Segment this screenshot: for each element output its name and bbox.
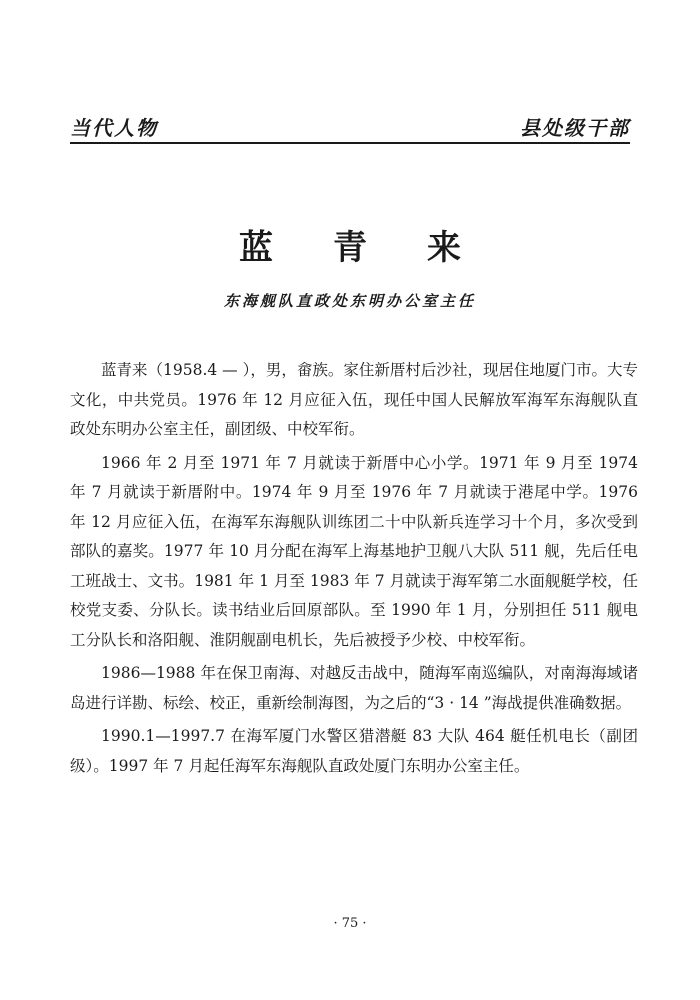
paragraph-1: 蓝青来（1958.4 — ），男，畲族。家住新厝村后沙社，现居住地厦门市。大专文化，中共党员。1976 年 12 月应征入伍，现任中国人民解放军海军东海舰队直政处东明办公室主任，副团级、中校军衔。	[70, 361, 638, 438]
article-subtitle: 东海舰队直政处东明办公室主任	[223, 292, 476, 310]
article-title: 蓝青来	[239, 228, 521, 268]
header-category: 县处级干部	[520, 116, 630, 140]
header-section-title: 当代人物	[70, 116, 158, 140]
article-body	[70, 356, 638, 785]
paragraph-4: 1990.1—1997.7 在海军厦门水警区猎潜艇 83 大队 464 艇任机电长（副团级）。1997 年 7 月起任海军东海舰队直政处厦门东明办公室主任。	[70, 727, 638, 775]
paragraph-3: 1986—1988 年在保卫南海、对越反击战中，随海军南巡编队，对南海海域诸岛进行详勘、标绘、校正，重新绘制海图，为之后的“3 · 14 ”海战提供准确数据。	[70, 664, 638, 712]
header-divider	[70, 142, 630, 144]
page-number: · 75 ·	[333, 916, 367, 931]
running-header	[70, 112, 630, 142]
paragraph-2: 1966 年 2 月至 1971 年 7 月就读于新厝中心小学。1971 年 9 月至 1974 年 7 月就读于新厝附中。1974 年 9 月至 1976 年 7 月就读于港尾中学。1976 年 12 月应征入伍，在海军东海舰队训练团二十中队新兵连学习十个月，多次受到部队的嘉奖。1977 年 10 月分配在海军上海基地护卫舰八大队 511 舰，先后任电工班战士、文书。1981 年 1 月至 1983 年 7 月就读于海军第二水面舰艇学校，任校党支委、分队长。读书结业后回原部队。至 1990 年 1 月，分别担任 511 舰电工分队长和洛阳舰、淮阴舰副电机长，先后被授予少校、中校军衔。	[70, 453, 638, 649]
